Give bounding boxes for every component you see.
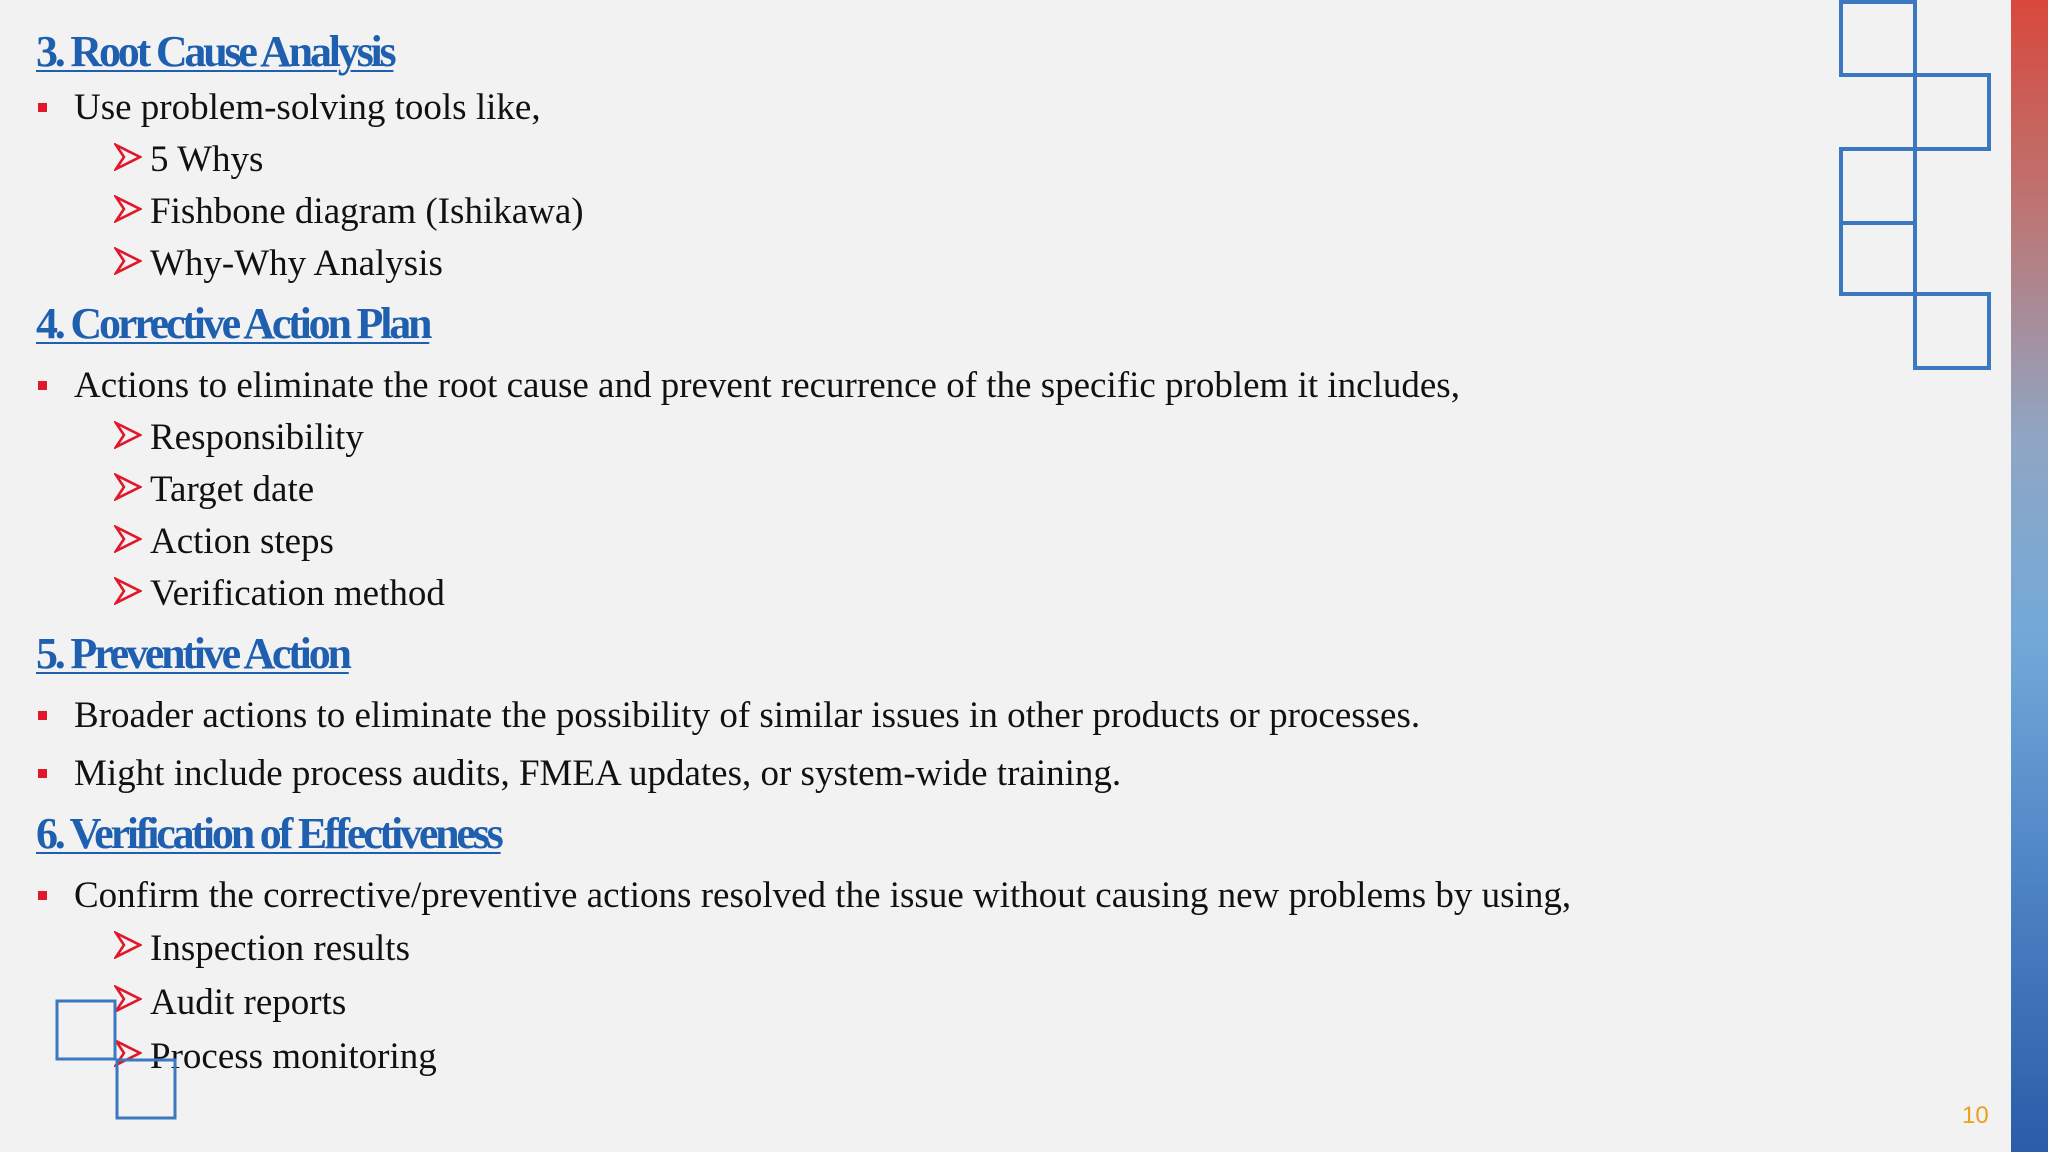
deco-square (117, 1060, 175, 1118)
sub-bullet-text: Fishbone diagram (Ishikawa) (150, 191, 584, 232)
sub-bullet-text: Inspection results (150, 928, 410, 969)
sub-bullet-item (36, 516, 1796, 568)
bullet-item (36, 748, 1796, 800)
sub-bullet-text: Audit reports (150, 982, 347, 1023)
decorative-squares-bottom-left (54, 998, 180, 1122)
deco-square (1841, 149, 1915, 223)
sub-bullet-text: Action steps (150, 521, 334, 562)
sub-bullet-text: Target date (150, 469, 315, 510)
square-bullet-icon (38, 891, 47, 900)
arrowhead-bullet-icon (114, 421, 142, 449)
deco-square (1915, 75, 1989, 149)
arrowhead-bullet-icon (114, 195, 142, 223)
sub-bullet-item (36, 922, 1796, 976)
sub-bullet-item (36, 186, 1796, 238)
sub-bullet-item (36, 412, 1796, 464)
square-bullet-icon (38, 381, 47, 390)
square-bullet-icon (38, 103, 47, 112)
deco-square (1841, 2, 1915, 75)
sub-bullet-item (36, 464, 1796, 516)
bullet-text: Might include process audits, FMEA updates, or system-wide training. (74, 753, 1122, 794)
sub-bullet-item (36, 1030, 1796, 1084)
slide-content (36, 22, 1796, 1084)
sub-bullet-text: Responsibility (150, 417, 364, 458)
gradient-side-bar (2011, 0, 2048, 1152)
arrowhead-bullet-icon (114, 525, 142, 553)
bullet-item (36, 870, 1796, 922)
page-number: 10 (1962, 1102, 1989, 1129)
bullet-item (36, 360, 1796, 412)
sub-bullet-text: Process monitoring (150, 1036, 437, 1077)
section-heading-root-cause: 3. Root Cause Analysis (36, 27, 394, 76)
deco-square (57, 1001, 115, 1059)
square-bullet-icon (38, 711, 47, 720)
arrowhead-bullet-icon (114, 577, 142, 605)
deco-square (1915, 294, 1989, 368)
section-heading-corrective-action: 4. Corrective Action Plan (36, 299, 430, 348)
deco-square (1841, 223, 1915, 294)
bullet-text: Broader actions to eliminate the possibility of similar issues in other products or processes. (74, 695, 1421, 736)
sub-bullet-item (36, 568, 1796, 620)
arrowhead-bullet-icon (114, 473, 142, 501)
sub-bullet-text: Verification method (150, 573, 445, 614)
sub-bullet-text: Why-Why Analysis (150, 243, 443, 284)
sub-bullet-item (36, 134, 1796, 186)
arrowhead-bullet-icon (114, 931, 142, 959)
arrowhead-bullet-icon (114, 143, 142, 171)
section-heading-preventive-action: 5. Preventive Action (36, 629, 349, 678)
sub-bullet-text: 5 Whys (150, 139, 264, 180)
bullet-text: Actions to eliminate the root cause and prevent recurrence of the specific problem it includes, (74, 365, 1460, 406)
sub-bullet-item (36, 976, 1796, 1030)
decorative-squares-top-right (1838, 0, 1998, 372)
bullet-text: Confirm the corrective/preventive actions resolved the issue without causing new problems by using, (74, 875, 1572, 916)
bullet-text: Use problem-solving tools like, (74, 87, 541, 128)
bullet-item (36, 82, 1796, 134)
section-heading-verification: 6. Verification of Effectiveness (36, 809, 501, 858)
arrowhead-bullet-icon (114, 247, 142, 275)
bullet-item (36, 690, 1796, 742)
sub-bullet-item (36, 238, 1796, 290)
square-bullet-icon (38, 769, 47, 778)
